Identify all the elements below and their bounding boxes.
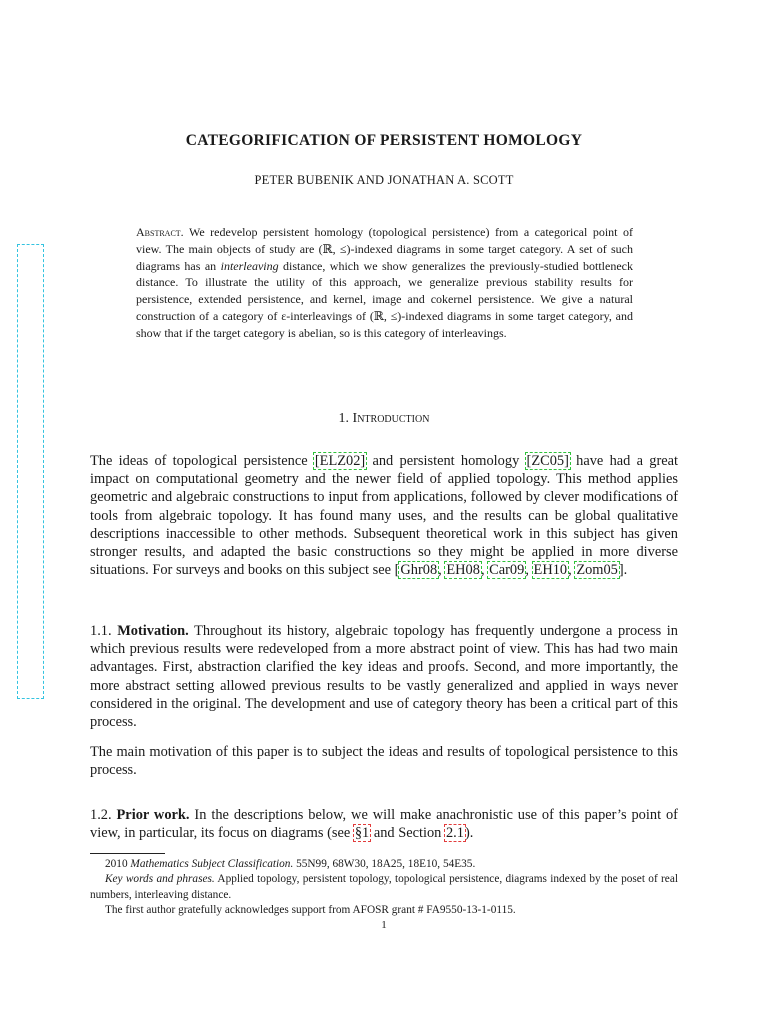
abstract-text-2: distance, which we show generalizes the previously-studied bottleneck distance. To illustrate the utility of this approach, we generalize previous stability results for persistence, extended persistence, and kernel, image and cokernel persistence. We give a natural construction of a category of ε-interleavings of (ℝ, ≤)-indexed diagrams in some target category, and show that if the target category is abelian, so is this category of interleavings.	[136, 258, 633, 340]
motivation-paragraph-2: The main motivation of this paper is to subject the ideas and results of topological persistence to this process.	[90, 744, 678, 779]
intro-paragraph	[90, 452, 678, 579]
abstract	[136, 224, 633, 342]
abstract-emphasis: interleaving	[220, 258, 279, 273]
msc-codes: 55N99, 68W30, 18A25, 18E10, 54E35.	[293, 858, 476, 870]
section-name: Introduction	[352, 411, 430, 426]
intro-text: and persistent homology	[366, 453, 526, 469]
prior-work-text: ).	[464, 825, 474, 842]
subsection-number: 1.2.	[90, 807, 112, 823]
prior-work-paragraph	[90, 806, 678, 842]
separator: ,	[480, 562, 489, 579]
bracket: ].	[618, 562, 628, 579]
section-reference-link[interactable]: 2.1	[445, 825, 464, 842]
separator: ,	[438, 562, 446, 579]
subsection-heading: Motivation.	[117, 623, 189, 639]
footnote-keywords	[90, 872, 678, 903]
separator: ,	[525, 562, 533, 579]
msc-year: 2010	[105, 858, 131, 870]
motivation-text: Throughout its history, algebraic topology has frequently undergone a process in which previous results were redeveloped from a more abstract point of view. This has had two main advantages. First, abstraction clarified the key ideas and proofs. Second, and more importantly, the more abstract setting allowed previous results to be vastly generalized and applied in ways never considered in the original. The development and use of category theory has been a critical part of this process.	[90, 623, 678, 731]
paper-title: CATEGORIFICATION OF PERSISTENT HOMOLOGY	[185, 132, 583, 149]
keywords-text: Applied topology, persistent topology, topological persistence, diagrams indexed by the poset of real numbers, interleaving distance.	[90, 873, 678, 901]
section-reference-link[interactable]: §1	[354, 825, 370, 842]
footnote-rule	[90, 853, 165, 854]
intro-text: The ideas of topological persistence	[90, 453, 314, 469]
abstract-text-1: We redevelop persistent homology (topological persistence) from a categorical point of view. The main objects of study are (ℝ, ≤)-indexed diagrams in some target category. A set of such diagrams has an	[136, 225, 633, 273]
section-number: 1.	[338, 411, 350, 426]
paper-authors: PETER BUBENIK AND JONATHAN A. SCOTT	[254, 173, 514, 187]
citation-link[interactable]: [ELZ02]	[314, 453, 366, 469]
subsection-number: 1.1.	[90, 623, 112, 639]
footnote-msc	[90, 857, 678, 872]
citation-link[interactable]: EH10	[533, 562, 568, 579]
footnote-acknowledgement: The first author gratefully acknowledges support from AFOSR grant # FA9550-13-1-0115.	[105, 903, 516, 916]
footnotes	[90, 857, 678, 918]
arxiv-stamp-box[interactable]	[17, 244, 44, 699]
keywords-label: Key words and phrases.	[105, 873, 215, 886]
subsection-heading: Prior work.	[116, 807, 190, 823]
citation-link[interactable]: [ZC05]	[526, 453, 569, 469]
prior-work-text: In the descriptions below, we will make anachronistic use of this paper’s point of view, in particular, its focus on diagrams (see	[90, 807, 678, 842]
citation-link[interactable]: Zom05	[576, 562, 618, 579]
motivation-paragraph	[90, 622, 678, 731]
msc-label: Mathematics Subject Classification.	[130, 858, 294, 870]
section-heading-introduction	[0, 411, 768, 427]
citation-link[interactable]: Car09	[489, 562, 525, 579]
citation-link[interactable]: Ghr08	[400, 562, 438, 579]
separator: ,	[568, 562, 576, 579]
bracket: [	[394, 562, 400, 579]
prior-work-text: and Section	[370, 825, 445, 842]
abstract-label: Abstract.	[136, 225, 184, 239]
citation-link[interactable]: EH08	[446, 562, 480, 579]
page-number: 1	[381, 919, 387, 931]
intro-text: have had a great impact on computational geometry and the newer field of applied topology. This method applies geometric and algebraic constructions to input from applications, followed by clever modifications of tools from algebraic topology. It has found many uses, and the results can be global qualitative descriptions inaccessible to other methods. Subsequent theoretical work in this subject has given stronger results, and adapted the basic constructions so they might be applied in more diverse situations. For surveys and books on this subject see	[90, 453, 679, 579]
